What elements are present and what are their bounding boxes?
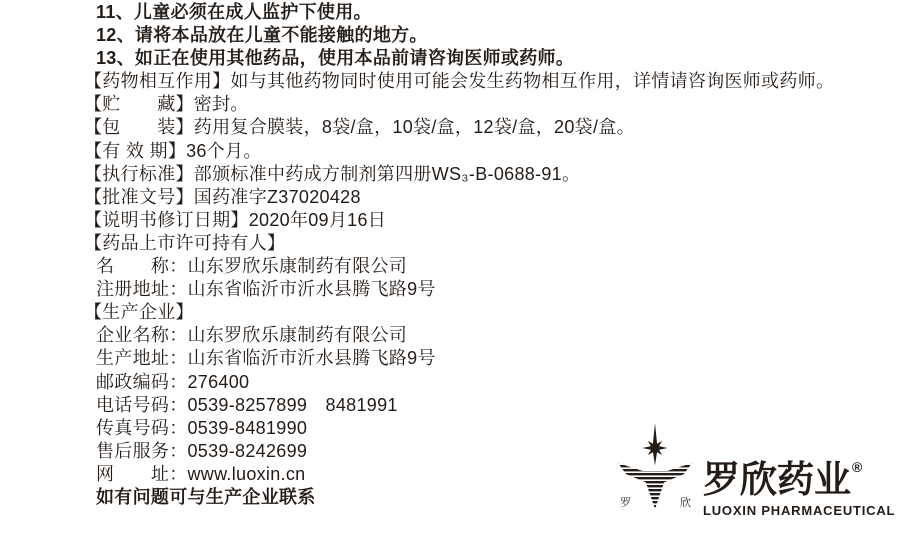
- line-approval-number: 【批准文号】国药准字Z37020428: [84, 186, 361, 207]
- line-standard: 【执行标准】部颁标准中药成方制剂第四册WS₃-B-0688-91。: [84, 163, 581, 184]
- line-contact-note: 如有问题可与生产企业联系: [96, 486, 316, 507]
- luoxin-logo-mark-icon: [616, 421, 698, 513]
- line-fax-number: 传真号码：0539-8481990: [96, 417, 308, 438]
- line-caution-11: 11、儿童必须在成人监护下使用。: [96, 2, 372, 22]
- registered-trademark-icon: ®: [852, 459, 863, 475]
- line-manufacturer-header: 【生产企业】: [84, 302, 194, 323]
- line-mah-address: 注册地址：山东省临沂市沂水县腾飞路9号: [96, 279, 436, 300]
- line-caution-13: 13、如正在使用其他药品，使用本品前请咨询医师或药师。: [96, 48, 575, 69]
- line-expiry: 【有 效 期】36个月。: [84, 140, 262, 161]
- logo-wordmark: [703, 460, 895, 518]
- line-company-name: 企业名称：山东罗欣乐康制药有限公司: [96, 325, 408, 346]
- brand-name-en: LUOXIN PHARMACEUTICAL: [703, 503, 896, 518]
- star-icon: [643, 423, 668, 466]
- line-mah-name: 名 称：山东罗欣乐康制药有限公司: [96, 256, 408, 277]
- line-website: 网 址：www.luoxin.cn: [96, 463, 306, 484]
- line-revision-date: 【说明书修订日期】2020年09月16日: [84, 209, 387, 230]
- line-phone-number: 电话号码：0539-8257899 8481991: [96, 394, 398, 415]
- line-drug-interactions: 【药物相互作用】如与其他药物同时使用可能会发生药物相互作用，详情请咨询医师或药师。: [84, 71, 835, 92]
- line-after-sales: 售后服务：0539-8242699: [96, 440, 308, 461]
- line-caution-12: 12、请将本品放在儿童不能接触的地方。: [96, 25, 428, 46]
- line-postal-code: 邮政编码：276400: [96, 371, 250, 392]
- line-mah-header: 【药品上市许可持有人】: [84, 232, 286, 253]
- luoxin-logo: [616, 421, 895, 518]
- line-package: 【包 装】药用复合膜装，8袋/盒，10袋/盒，12袋/盒，20袋/盒。: [84, 117, 635, 138]
- logo-char-right: 欣: [680, 497, 691, 509]
- line-production-address: 生产地址：山东省临沂市沂水县腾飞路9号: [96, 348, 436, 369]
- line-storage: 【贮 藏】密封。: [84, 94, 249, 115]
- logo-char-left: 罗: [620, 497, 631, 509]
- brand-name-cn: [703, 460, 895, 498]
- brand-cn-text: 罗欣药业: [703, 459, 851, 500]
